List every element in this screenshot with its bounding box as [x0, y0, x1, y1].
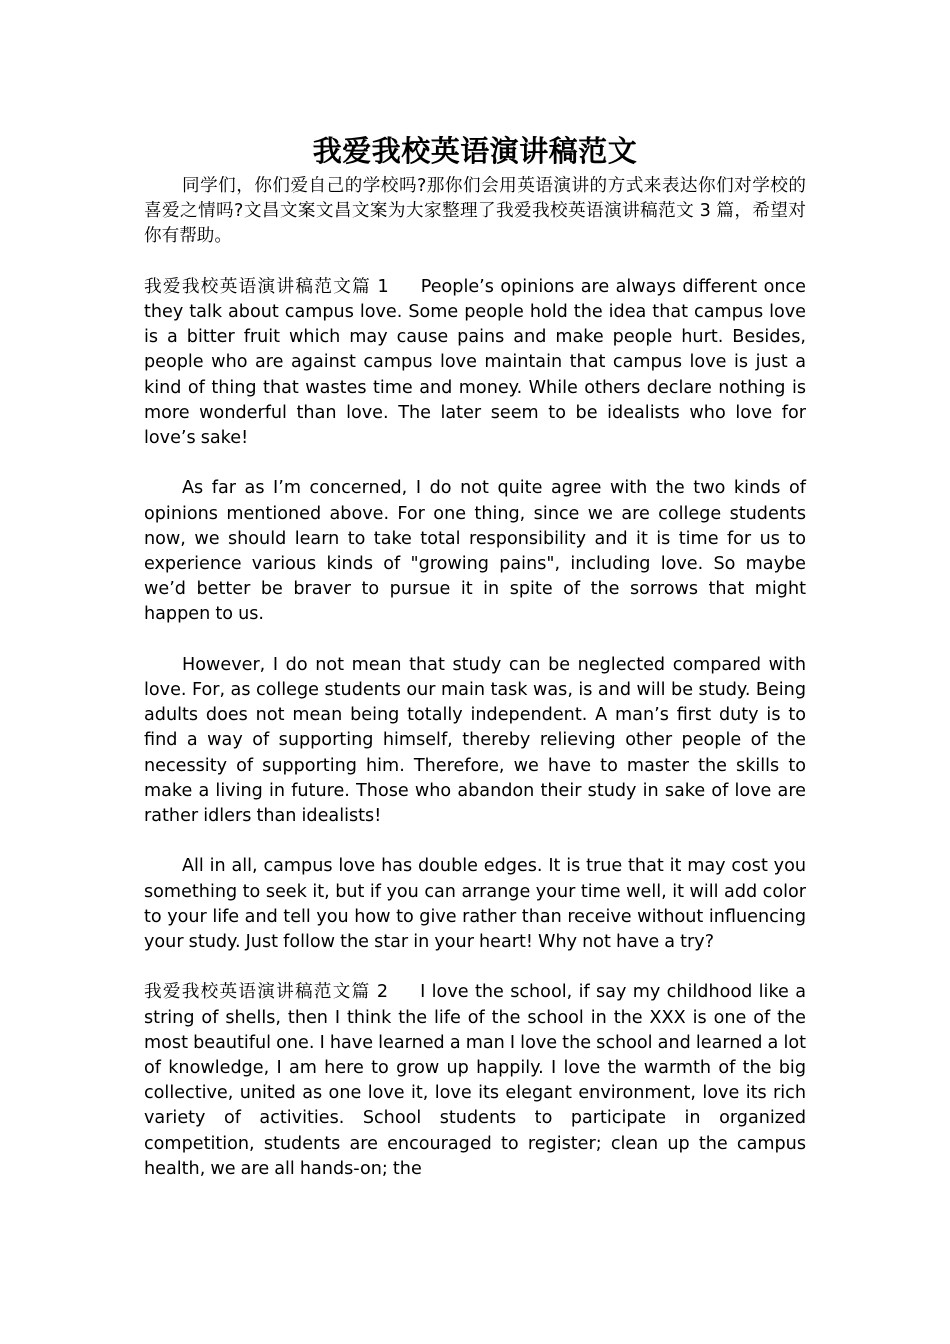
section-1-lead-text: People’s opinions are always different once they talk about campus love. Some people hold the idea that campus love is a bitter fruit which may cause pains and make people hurt. Besides, people who are against campus love maintain that campus love is just a kind of thing that wastes time and money. While others declare nothing is more wonderful than love. The later seem to be idealists who love for love’s sake!	[144, 276, 806, 449]
section-2-lead-text: I love the school, if say my childhood like a string of shells, then I think the life of the school in the XXX is one of the most beautiful one. I have learned a man I love the school and learned a lot of knowledge, I am here to grow up happily. I love the warmth of the big collective, united as one love it, love its elegant environment, love its rich variety of activities. School students to participate in organized competition, students are encouraged to register; clean up the campus health, we are all hands-on; the	[144, 982, 806, 1179]
section-1-paragraph-3: However, I do not mean that study can be neglected compared with love. For, as college students our main task was, is and will be study. Being adults does not mean being totally independent. A man’s first duty is to find a way of supporting himself, thereby relieving other people of the necessity of supporting him. Therefore, we have to master the skills to make a living in future. Those who abandon their study in sake of love are rather idlers than idealists!	[144, 654, 806, 827]
section-2-heading: 我爱我校英语演讲稿范文篇 2	[144, 982, 389, 1003]
paragraph-gap	[144, 250, 806, 275]
section-1-heading: 我爱我校英语演讲稿范文篇 1	[144, 276, 389, 297]
document-page	[144, 128, 806, 1182]
paragraph-gap	[144, 451, 806, 476]
intro-paragraph: 同学们，你们爱自己的学校吗?那你们会用英语演讲的方式来表达你们对学校的喜爱之情吗?文昌文案文昌文案为大家整理了我爱我校英语演讲稿范文 3 篇，希望对你有帮助。	[144, 176, 806, 247]
section-1-paragraph-4: All in all, campus love has double edges. It is true that it may cost you something to seek it, but if you can arrange your time well, it will add color to your life and tell you how to give rather than receive without influencing your study. Just follow the star in your heart! Why not have a try?	[144, 856, 806, 953]
paragraph-gap	[144, 628, 806, 653]
paragraph-gap	[144, 955, 806, 980]
paragraph-gap	[144, 829, 806, 854]
document-title: 我爱我校英语演讲稿范文	[312, 134, 638, 168]
section-1-paragraph-2: As far as I’m concerned, I do not quite agree with the two kinds of opinions mentioned above. For one thing, since we are college students now, we should learn to take total responsibility and it is time for us to experience various kinds of "growing pains", including love. So maybe we’d better be braver to pursue it in spite of the sorrows that might happen to us.	[144, 478, 806, 625]
section-1-paragraph	[144, 275, 806, 451]
section-2-paragraph	[144, 980, 806, 1182]
